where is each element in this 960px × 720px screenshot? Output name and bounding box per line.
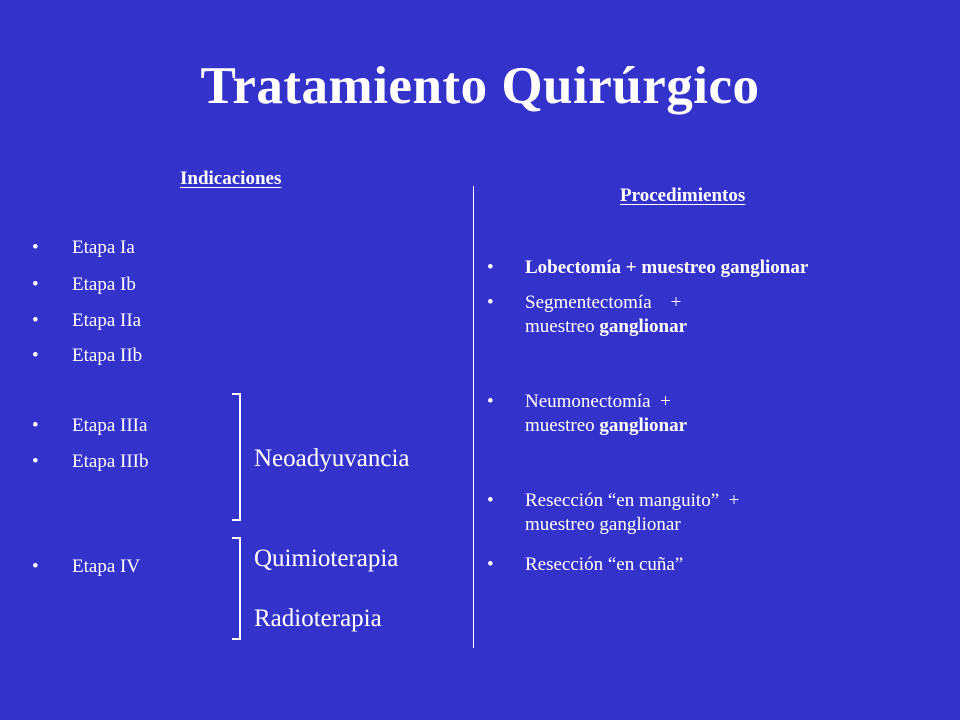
column-divider [473,186,474,648]
bullet-icon: • [487,490,494,511]
bullet-icon: • [487,292,494,313]
list-item: • Etapa IIb [32,345,143,366]
slide-title: Tratamiento Quirúrgico [200,57,760,115]
bullet-icon: • [32,237,39,258]
list-item: • Etapa IIIa [32,415,148,436]
bullet-icon: • [32,415,39,436]
bullet-icon: • [487,391,494,412]
bullet-icon: • [32,310,39,331]
list-item: • Etapa Ia [32,237,135,258]
list-item: • Lobectomía + muestreo ganglionar [487,257,809,278]
list-item: • Resección “en manguito” + muestreo ganglionar [487,490,740,535]
procedimientos-heading: Procedimientos [620,185,746,206]
neoadyuvancia-label: Neoadyuvancia [254,445,410,472]
list-item: • Segmentectomía + muestreo ganglionar [487,292,688,337]
list-item: • Etapa Ib [32,274,136,295]
list-item: • Resección “en cuña” [487,554,684,575]
quimioterapia-label: Quimioterapia [254,545,399,572]
treatment-bracket [232,537,241,640]
bullet-icon: • [32,556,39,577]
list-item: • Etapa IV [32,556,141,577]
bullet-icon: • [487,554,494,575]
list-item: • Etapa IIIb [32,451,149,472]
radioterapia-label: Radioterapia [254,605,382,632]
bullet-icon: • [487,257,494,278]
indicaciones-heading: Indicaciones [180,168,282,189]
bullet-icon: • [32,345,39,366]
bullet-icon: • [32,451,39,472]
list-item: • Etapa IIa [32,310,142,331]
list-item: • Neumonectomía + muestreo ganglionar [487,391,688,436]
bullet-icon: • [32,274,39,295]
neoadyuvancia-bracket [232,393,241,521]
